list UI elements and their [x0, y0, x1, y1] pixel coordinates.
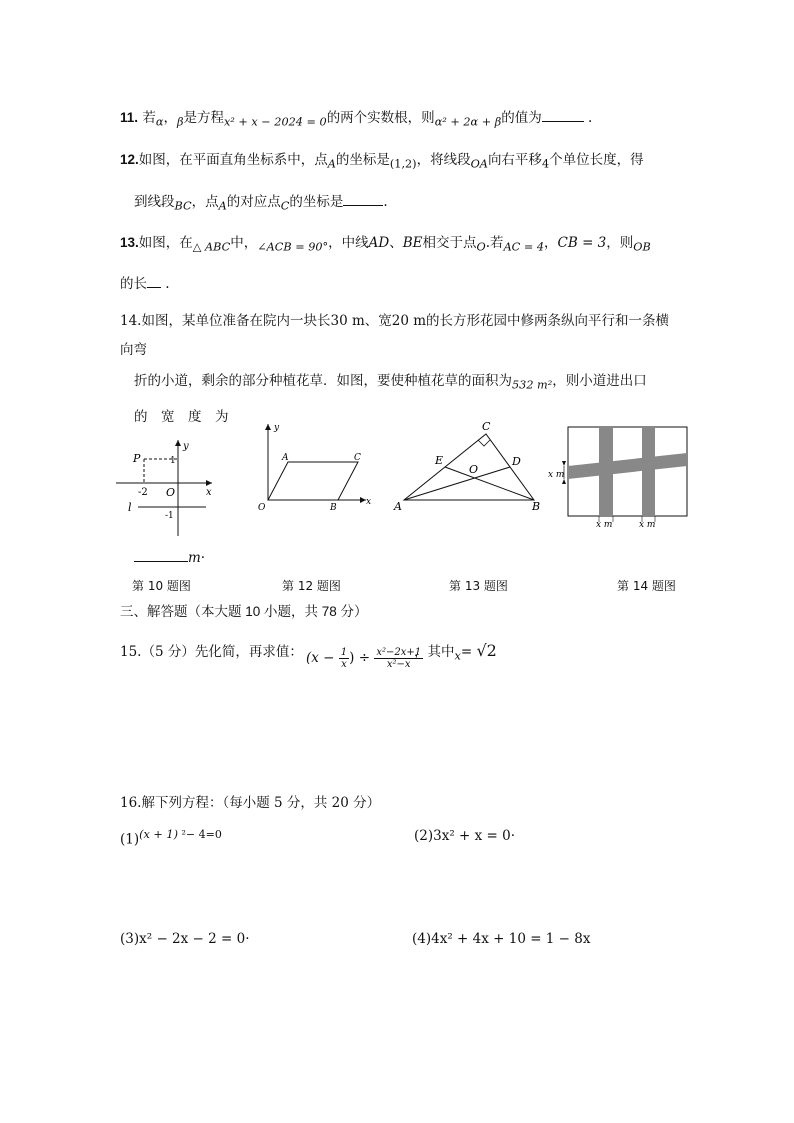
answer-blank[interactable]: [147, 275, 161, 288]
figure-13: [390, 418, 550, 518]
figure-14: [544, 425, 690, 530]
label-p: P: [133, 452, 141, 465]
q11-beta: β: [176, 115, 184, 129]
q15-eq: =: [460, 644, 477, 660]
arrow-icon: [562, 461, 566, 466]
caption-fig12: 第 12 题图: [282, 579, 341, 593]
q13-be: BE: [402, 235, 423, 251]
q14-text2: 向弯: [120, 342, 147, 358]
label-o: O: [166, 486, 176, 499]
question-14: [120, 309, 669, 329]
label-neg2: -2: [138, 487, 148, 498]
q16-p1-label: (1): [120, 831, 140, 848]
y-arrow-icon: [175, 440, 181, 446]
label-x: x: [366, 497, 372, 507]
q16-part4: (4)4x² + 4x + 10 = 1 − 8x: [412, 931, 591, 947]
q16-part1: [120, 828, 222, 848]
q11-text2: 是方程: [183, 110, 224, 126]
q12-segment-oa: OA: [470, 157, 488, 171]
q13-end: .: [161, 276, 170, 292]
q13-text5: .若: [485, 235, 504, 251]
q12-text3: ，将线段: [416, 152, 471, 168]
q15-expr-a: (x −: [306, 650, 339, 666]
q12-point-a: A: [327, 157, 336, 171]
label-x: x: [206, 487, 212, 498]
q12-text5: 个单位长度，得: [549, 152, 644, 168]
q12-text4: 向右平移: [487, 152, 542, 168]
q15-condition: [414, 640, 497, 663]
q15-frac2-num: x²−2x+1: [376, 647, 422, 658]
label-o: O: [469, 463, 479, 476]
q15-label: 15.（5 分）先化简，再求值：: [120, 644, 303, 660]
label-neg1: -1: [165, 511, 174, 521]
q11-text: 若: [138, 110, 156, 126]
q13-text2: 中，: [230, 235, 258, 251]
q14-text: 如图，某单位准备在院内一块长30 m、宽20 m的长方形花园中修两条纵向平行和一条横: [141, 313, 670, 329]
q12-text7: ，点: [191, 194, 219, 210]
vertical-path-2: [642, 427, 655, 516]
label-d: D: [512, 455, 521, 468]
q11-text3: 的两个实数根，则: [326, 110, 435, 126]
q13-text: 如图，在: [138, 235, 193, 251]
label-xm-bottom2: x m: [639, 520, 656, 530]
q16-part3: (3)x² − 2x − 2 = 0·: [120, 931, 250, 947]
q16-p1-rest: ²− 4=0: [177, 828, 222, 841]
q15-frac1-num: 1: [340, 647, 348, 658]
q15-frac2-den: x²−x: [386, 659, 411, 670]
q13-ac: AC = 4: [503, 240, 545, 254]
right-angle-mark: [478, 440, 490, 446]
q13-ad: AD: [368, 235, 390, 251]
label-b: B: [532, 500, 541, 513]
answer-blank[interactable]: [542, 109, 584, 122]
q11-expression: α² + 2α + β: [434, 115, 502, 129]
answer-blank[interactable]: [343, 193, 383, 206]
q14-line3: [134, 369, 647, 392]
q12-text8: 的对应点: [226, 194, 281, 210]
q11-number: 11.: [120, 110, 139, 125]
q15-root: √2: [476, 641, 497, 660]
q12-number: 12.: [120, 152, 139, 167]
parallelogram-oacb: [268, 462, 358, 500]
q14-number: 14.: [120, 313, 142, 329]
q13-comma: ，: [544, 235, 558, 251]
q13-text6: ，则: [606, 235, 634, 251]
q11-text4: 的值为: [501, 110, 542, 126]
label-a: A: [394, 500, 402, 513]
question-12-line2: [134, 190, 388, 213]
q12-text6: 到线段: [134, 194, 175, 210]
q13-triangle: △ ABC: [192, 240, 231, 254]
q12-coord: (1,2): [389, 157, 417, 171]
q13-text4: 相交于点: [422, 235, 477, 251]
q11-comma: ，: [163, 110, 177, 126]
q13-cb: CB = 3: [557, 235, 607, 251]
q11-end: .: [583, 110, 593, 126]
q15-text2: ，其中: [414, 644, 455, 660]
figure-10: [112, 432, 222, 542]
question-11: [120, 106, 592, 129]
label-e: E: [435, 454, 444, 467]
q16-part2: (2)3x² + x = 0·: [414, 828, 516, 844]
label-a: A: [282, 453, 289, 463]
q13-number: 13.: [120, 235, 139, 250]
q11-equation: x² + x − 2024 = 0: [223, 115, 327, 129]
q14-unit: m·: [188, 550, 206, 566]
q15-frac1-den: x: [341, 659, 347, 670]
q11-alpha: α: [155, 115, 164, 129]
q12-point-a2: A: [218, 199, 227, 213]
q12-text2: 的坐标是: [335, 152, 390, 168]
q12-text: 如图，在平面直角坐标系中，点: [138, 152, 328, 168]
q16-p1-base: (x + 1): [139, 828, 178, 841]
q12-segment-bc: BC: [174, 199, 192, 213]
q15-expr-b: ) ÷: [349, 650, 375, 666]
q12-four: 4: [541, 157, 550, 171]
section-heading: 三、解答题（本大题 10 小题，共 78 分）: [120, 604, 368, 619]
label-xm-left: x m: [548, 470, 565, 480]
label-b: B: [330, 503, 337, 513]
fraction-1-over-x: [339, 647, 349, 670]
label-xm-bottom1: x m: [596, 520, 613, 530]
q14-answer: [134, 549, 205, 566]
label-1: 1: [170, 456, 176, 466]
caption-fig14: 第 14 题图: [617, 579, 676, 593]
answer-blank[interactable]: [134, 549, 188, 562]
caption-fig10: 第 10 题图: [132, 579, 191, 593]
caption-fig13: 第 13 题图: [449, 579, 508, 593]
label-y: y: [183, 441, 189, 452]
q14-text4: ，则小道进出口: [552, 373, 647, 389]
question-15: [120, 640, 303, 660]
q13-ob: OB: [633, 240, 651, 254]
question-13-line2: [120, 272, 170, 292]
label-y: y: [274, 423, 280, 433]
label-c: C: [482, 420, 491, 433]
q13-text7: 的长: [120, 276, 147, 292]
label-o: O: [258, 503, 266, 513]
label-l: l: [128, 501, 132, 514]
q15-x: x: [454, 649, 461, 663]
q13-text3: ，中线: [328, 235, 369, 251]
q13-sep: 、: [389, 235, 403, 251]
question-12: [120, 148, 644, 171]
q12-point-c: C: [280, 199, 290, 213]
question-13: [120, 231, 651, 254]
q12-end: .: [383, 194, 388, 210]
q14-area: 532 m²: [512, 378, 553, 392]
q14-text3: 折的小道，剩余的部分种植花草．如图，要使种植花草的面积为: [134, 373, 512, 389]
figure-12: [250, 418, 380, 518]
q14-text5: 的 宽 度 为: [134, 409, 229, 425]
q13-o: O: [476, 240, 486, 254]
y-arrow-icon: [265, 424, 271, 430]
question-16: 16.解下列方程：（每小题 5 分，共 20 分）: [120, 795, 381, 811]
q13-angle: ∠ACB = 90°: [257, 240, 329, 254]
label-c: C: [354, 453, 361, 463]
x-arrow-icon: [206, 480, 212, 486]
vertical-path-1: [599, 427, 613, 516]
q15-expression: [306, 647, 423, 670]
q12-text9: 的坐标是: [289, 194, 344, 210]
